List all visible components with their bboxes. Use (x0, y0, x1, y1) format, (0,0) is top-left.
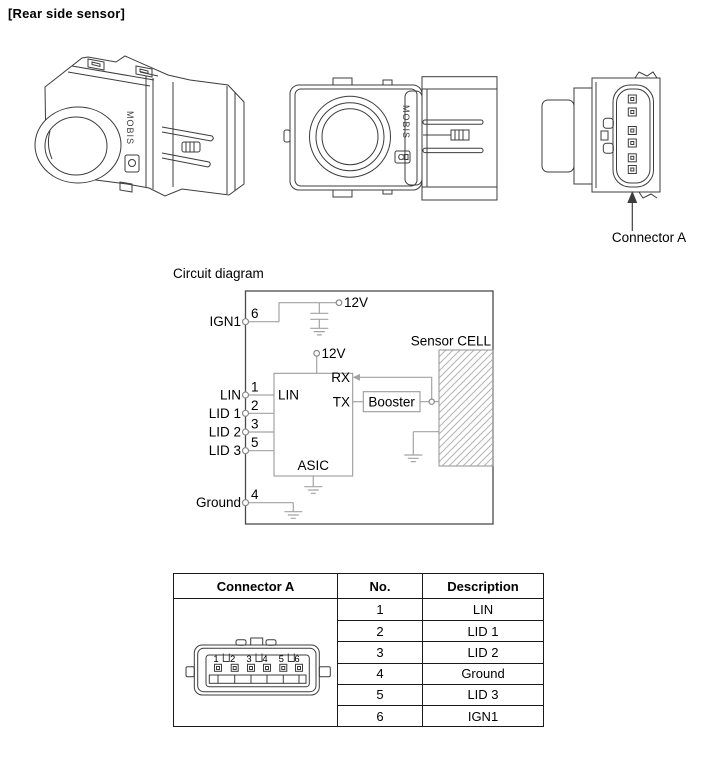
terminal-pin (423, 148, 483, 152)
mobis-logo-text: MOBIS (125, 111, 135, 146)
ground-symbol (284, 512, 302, 519)
connector-a-drawing (181, 628, 331, 698)
ground-symbol (310, 328, 328, 335)
pin-label: LID 2 (208, 424, 241, 440)
table-cell-description: LID 2 (423, 641, 543, 662)
pin-label: LID 3 (208, 443, 241, 459)
pin-terminal (243, 429, 249, 435)
booster-label: Booster (368, 394, 415, 410)
sensor-lens (35, 107, 121, 183)
pin-number: 2 (229, 653, 235, 665)
table-cell-no: 3 (337, 641, 423, 662)
table-cell-no: 5 (337, 684, 423, 705)
supply-terminal-12v (314, 351, 320, 357)
table-cell-description: Ground (423, 663, 543, 684)
sensor-perspective-view (28, 45, 253, 210)
pin-number: 4 (261, 653, 268, 665)
supply-label: 12V (344, 295, 369, 311)
pin-number: 6 (251, 306, 259, 321)
table-header-description: Description (423, 574, 543, 599)
sensor-cell-label: Sensor CELL (410, 333, 491, 349)
pin-number: 3 (245, 653, 252, 665)
c-mark-box (125, 155, 139, 172)
connector-terminals (628, 95, 636, 174)
pin-terminal (243, 500, 249, 506)
pin-terminal (243, 448, 249, 454)
c-mark-text: C (398, 153, 404, 162)
pin-number: 1 (251, 379, 259, 395)
pin-label: LIN (219, 387, 241, 403)
pin-label: IGN1 (209, 314, 241, 329)
pin-number: 6 (293, 653, 300, 665)
front-lens-rings (310, 96, 391, 177)
connector-terminals (213, 654, 302, 671)
table-header-connector: Connector A (174, 574, 337, 599)
connector-pins-drawing (162, 127, 213, 167)
pin-number: 3 (251, 416, 259, 432)
mobis-logo-mark (125, 111, 139, 172)
sensor-cell-block (439, 350, 493, 466)
sensor-front-view (272, 62, 502, 202)
pin-ground (196, 487, 259, 510)
connector-shroud (601, 85, 654, 187)
asic-label: ASIC (297, 458, 330, 473)
ground-symbol (404, 455, 422, 462)
table-header-no: No. (337, 574, 423, 599)
sensor-connector-view (535, 70, 701, 245)
rx-label: RX (331, 370, 350, 385)
table-cell-no: 4 (337, 663, 423, 684)
connector-slot-bar (209, 675, 306, 683)
table-cell-no: 6 (337, 705, 423, 726)
pin-number: 2 (251, 397, 259, 413)
table-cell-description: LID 1 (423, 620, 543, 641)
mobis-logo-text: MOBIS (401, 105, 411, 140)
junction-terminal (429, 399, 434, 404)
pin-terminal (243, 319, 249, 325)
terminal-pin (423, 120, 483, 124)
capacitor-icon (310, 303, 328, 335)
arrow-up-icon (627, 191, 637, 203)
pin-number: 1 (212, 653, 219, 665)
pin-terminal (243, 410, 249, 416)
table-cell-description: IGN1 (423, 705, 543, 726)
front-brand-marks (395, 105, 411, 163)
circuit-heading: Circuit diagram (173, 266, 264, 281)
front-connector-housing (422, 77, 497, 200)
pin-number: 5 (251, 435, 259, 451)
ground-symbol (304, 476, 322, 493)
pin-label: Ground (195, 495, 241, 511)
crimp-detail (451, 130, 469, 140)
connector-a-callout (612, 191, 686, 245)
connector-drawing-cell (174, 599, 337, 726)
asic-lin-label: LIN (278, 387, 300, 403)
tx-label: TX (332, 394, 350, 410)
c-mark-circle (129, 160, 136, 167)
pin-table (173, 573, 544, 727)
table-cell-description: LID 3 (423, 684, 543, 705)
pin-number: 4 (251, 487, 259, 503)
pin-ign1 (209, 306, 258, 329)
connector-a-label: Connector A (611, 230, 687, 245)
supply-label: 12V (321, 345, 346, 361)
circuit-diagram (160, 258, 520, 538)
side-nub (284, 130, 290, 142)
table-cell-no: 2 (337, 620, 423, 641)
page-title: [Rear side sensor] (8, 6, 126, 21)
pin-terminal (243, 392, 249, 398)
pin-label: LID 1 (208, 405, 241, 421)
supply-terminal-12v (336, 300, 342, 306)
pin-number: 5 (278, 653, 284, 665)
arrow-left-icon (353, 374, 360, 381)
table-cell-no: 1 (337, 599, 423, 620)
table-cell-description: LIN (472, 602, 494, 618)
connector-housing (186, 638, 330, 695)
